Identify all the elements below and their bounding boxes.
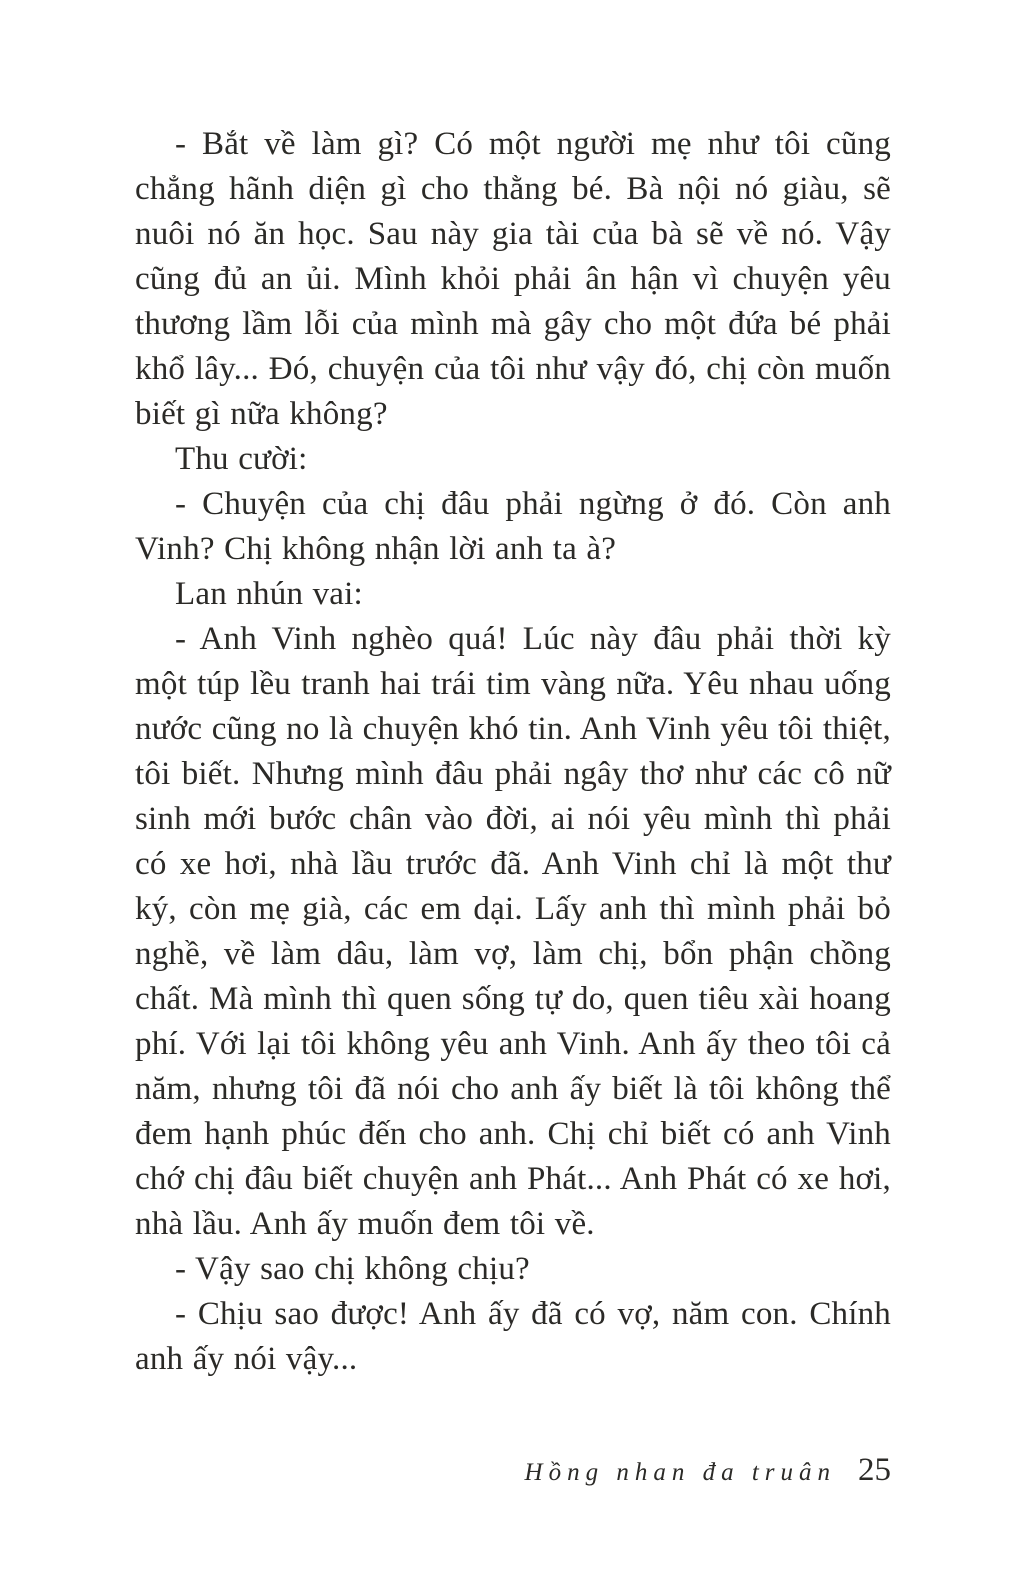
page-footer [525,1452,891,1489]
running-title: Hồng nhan đa truân [524,1459,836,1486]
paragraph: - Bắt về làm gì? Có một người mẹ như tôi cũng chẳng hãnh diện gì cho thằng bé. Bà nội nó giàu, sẽ nuôi nó ăn học. Sau này gia tài của bà sẽ về nó. Vậy cũng đủ an ủi. Mình khỏi phải ân hận vì chuyện yêu thương lầm lỗi của mình mà gây cho một đứa bé phải khổ lây... Đó, chuyện của tôi như vậy đó, chị còn muốn biết gì nữa không? [135,126,891,432]
paragraph: - Anh Vinh nghèo quá! Lúc này đâu phải thời kỳ một túp lều tranh hai trái tim vàng nữa. Yêu nhau uống nước cũng no là chuyện khó tin. Anh Vinh yêu tôi thiệt, tôi biết. Nhưng mình đâu phải ngây thơ như các cô nữ sinh mới bước chân vào đời, ai nói yêu mình thì phải có xe hơi, nhà lầu trước đã. Anh Vinh chỉ là một thư ký, còn mẹ già, các em dại. Lấy anh thì mình phải bỏ nghề, về làm dâu, làm vợ, làm chị, bổn phận chồng chất. Mà mình thì quen sống tự do, quen tiêu xài hoang phí. Với lại tôi không yêu anh Vinh. Anh ấy theo tôi cả năm, nhưng tôi đã nói cho anh ấy biết là tôi không thể đem hạnh phúc đến cho anh. Chị chỉ biết có anh Vinh chớ chị đâu biết chuyện anh Phát... Anh Phát có xe hơi, nhà lầu. Anh ấy muốn đem tôi về. [135,621,891,1242]
paragraph: - Chuyện của chị đâu phải ngừng ở đó. Còn anh Vinh? Chị không nhận lời anh ta à? [135,486,891,567]
paragraph: - Vậy sao chị không chịu? [175,1251,530,1287]
page-number: 25 [858,1452,891,1488]
paragraph: - Chịu sao được! Anh ấy đã có vợ, năm con. Chính anh ấy nói vậy... [135,1296,891,1377]
paragraph: Thu cười: [175,441,308,477]
body-text [135,122,891,1382]
paragraph: Lan nhún vai: [175,576,363,612]
